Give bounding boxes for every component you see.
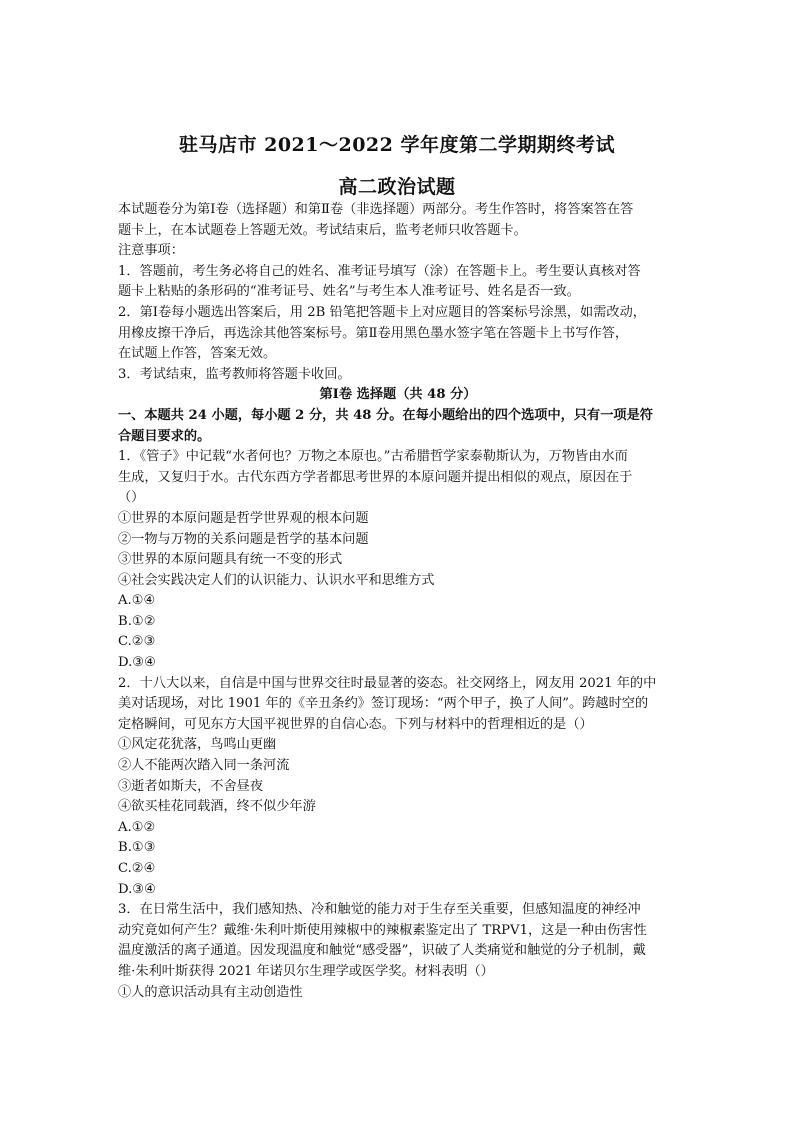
statement: ③世界的本原问题具有统一不变的形式 (118, 552, 343, 568)
intro-line: 题卡上，在本试题卷上答题无效。考试结束后，监考老师只收答题卡。 (118, 222, 527, 238)
section-instruction: 合题目要求的。 (118, 428, 211, 444)
question-stem: 1．《管子》中记载“水者何也？万物之本原也。”古希腊哲学家泰勒斯认为，万物皆由水而 (118, 449, 628, 465)
intro-block (118, 200, 678, 385)
question-3 (118, 900, 678, 1003)
option-d: D.③④ (118, 655, 156, 671)
exam-subtitle: 高二政治试题 (338, 176, 456, 198)
note-line: 1．答题前，考生务必将自己的姓名、准考证号填写（涂）在答题卡上。考生要认真核对答 (118, 263, 641, 279)
question-stem: 维·朱利叶斯获得 2021 年诺贝尔生理学或医学奖。材料表明（） (118, 963, 494, 979)
statement: ②人不能两次踏入同一条河流 (118, 758, 290, 774)
statement: ②一物与万物的关系问题是哲学的基本问题 (118, 531, 369, 547)
question-stem: 3．在日常生活中，我们感知热、冷和触觉的能力对于生存至关重要，但感知温度的神经冲 (118, 902, 641, 918)
section-heading: 第Ⅰ卷 选择题（共 48 分） (319, 387, 477, 403)
statement: ③逝者如斯夫，不舍昼夜 (118, 778, 264, 794)
question-1 (118, 447, 678, 674)
statement: ①人的意识活动具有主动创造性 (118, 984, 303, 1000)
option-a: A.①④ (118, 593, 156, 609)
exam-body (118, 200, 678, 1003)
question-stem: 生成，又复归于水。古代东西方学者都思考世界的本原问题并提出相似的观点，原因在于 (118, 469, 633, 485)
note-line: 在试题上作答，答案无效。 (118, 346, 277, 362)
question-stem: 2．十八大以来，自信是中国与世界交往时最显著的姿态。社交网络上，网友用 2021 年的中 (118, 675, 657, 691)
statement: ①世界的本原问题是哲学世界观的根本问题 (118, 510, 369, 526)
question-stem: （） (118, 490, 145, 506)
question-stem: 温度激活的离子通道。因发现温度和触觉“感受器”，识破了人类痛觉和触觉的分子机制，戴 (118, 943, 646, 959)
option-b: B.①② (118, 613, 156, 629)
question-stem: 美对话现场，对比 1901 年的《辛丑条约》签订现场：“两个甲子，换了人间”。跨越时空的 (118, 696, 649, 712)
statement: ④社会实践决定人们的认识能力、认识水平和思维方式 (118, 572, 435, 588)
note-line: 3．考试结束，监考教师将答题卡收回。 (118, 366, 351, 382)
option-c: C.②④ (118, 861, 156, 876)
statement: ①风定花犹落，鸟鸣山更幽 (118, 737, 277, 753)
section-instruction: 一、本题共 24 小题，每小题 2 分，共 48 分。在每小题给出的四个选项中，只有一项是符 (118, 407, 653, 423)
note-line: 2．第Ⅰ卷每小题选出答案后，用 2B 铅笔把答题卡上对应题目的答案标号涂黑，如需改动， (118, 304, 646, 320)
exam-title: 驻马店市 2021～2022 学年度第二学期期终考试 (179, 134, 615, 156)
option-d: D.③④ (118, 881, 156, 897)
notes-heading: 注意事项： (118, 243, 184, 259)
option-c: C.②③ (118, 634, 156, 650)
statement: ④欲买桂花同载酒，终不似少年游 (118, 799, 316, 815)
question-2 (118, 674, 678, 901)
note-line: 用橡皮擦干净后，再选涂其他答案标号。第Ⅱ卷用黑色墨水签字笔在答题卡上书写作答， (118, 325, 629, 341)
intro-line: 本试题卷分为第Ⅰ卷（选择题）和第Ⅱ卷（非选择题）两部分。考生作答时，将答案答在答 (118, 202, 634, 217)
question-stem: 定格瞬间，可见东方大国平视世界的自信心态。下列与材料中的哲理相近的是（） (118, 716, 593, 732)
note-line: 题卡上粘贴的条形码的“准考证号、姓名”与考生本人准考证号、姓名是否一致。 (118, 284, 580, 300)
option-b: B.①③ (118, 840, 156, 856)
option-a: A.①② (118, 819, 156, 835)
question-stem: 动究竟如何产生？戴维·朱利叶斯使用辣椒中的辣椒素鉴定出了 TRPV1，这是一种由伤害性 (118, 922, 647, 938)
